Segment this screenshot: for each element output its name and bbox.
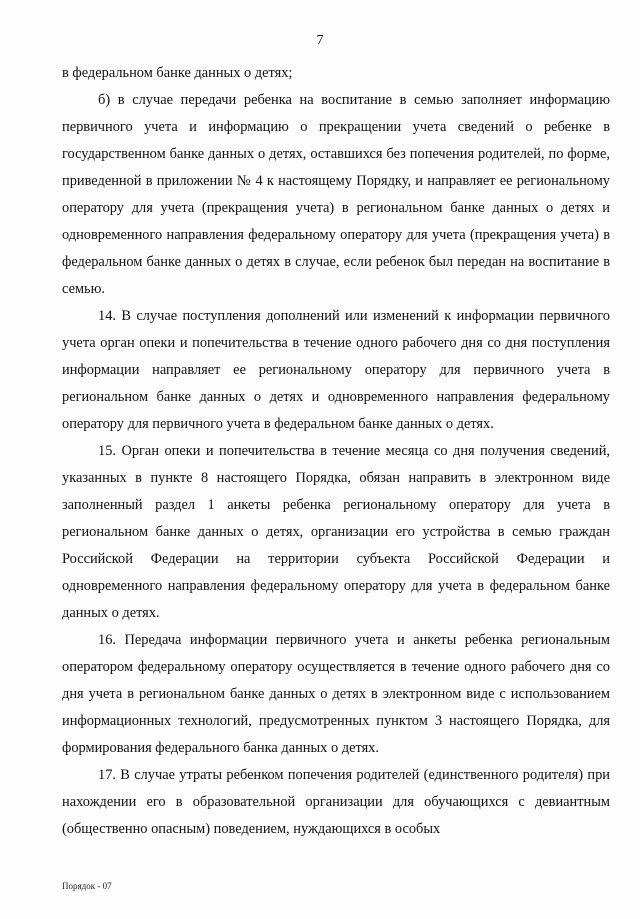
paragraph-subitem-b: б) в случае передачи ребенка на воспитание в семью заполняет информацию первичного учета и информацию о прекращении учета сведений о ребенке в государственном банке данных о детях, оставшихся без попечения родителей, по форме, приведенной в приложении № 4 к настоящему Порядку, и направляет ее региональному оператору для учета (прекращения учета) в региональном банке данных о детях и одновременного направления федеральному оператору для учета (прекращения учета) в федеральном банке данных о детях в случае, если ребенок был передан на воспитание в семью. <box>62 92 610 297</box>
footer-label: Порядок - 07 <box>62 881 112 891</box>
page-number: 7 <box>316 33 324 48</box>
paragraph-15: 15. Орган опеки и попечительства в течение месяца со дня получения сведений, указанных в пункте 8 настоящего Порядка, обязан направить в электронном виде заполненный раздел 1 анкеты ребенка региональному оператору для учета в региональном банке данных о детях, организации его устройства в семью граждан Российской Федерации на территории субъекта Российской Федерации и одновременного направления федеральному оператору для учета в федеральном банке данных о детях. <box>62 443 610 621</box>
document-body <box>62 60 610 843</box>
paragraph-continuation: в федеральном банке данных о детях; <box>62 65 293 81</box>
paragraph-16: 16. Передача информации первичного учета и анкеты ребенка региональным оператором федеральному оператору осуществляется в течение одного рабочего дня со дня учета в региональном банке данных о детях в электронном виде с использованием информационных технологий, предусмотренных пунктом 3 настоящего Порядка, для формирования федерального банка данных о детях. <box>62 632 610 756</box>
paragraph-14: 14. В случае поступления дополнений или изменений к информации первичного учета орган опеки и попечительства в течение одного рабочего дня со дня поступления информации направляет ее региональному оператору для первичного учета в региональном банке данных о детях и одновременного направления федеральному оператору для первичного учета в федеральном банке данных о детях. <box>62 308 610 432</box>
paragraph-17: 17. В случае утраты ребенком попечения родителей (единственного родителя) при нахождении его в образовательной организации для обучающихся с девиантным (общественно опасным) поведением, нуждающихся в особых <box>62 767 610 837</box>
